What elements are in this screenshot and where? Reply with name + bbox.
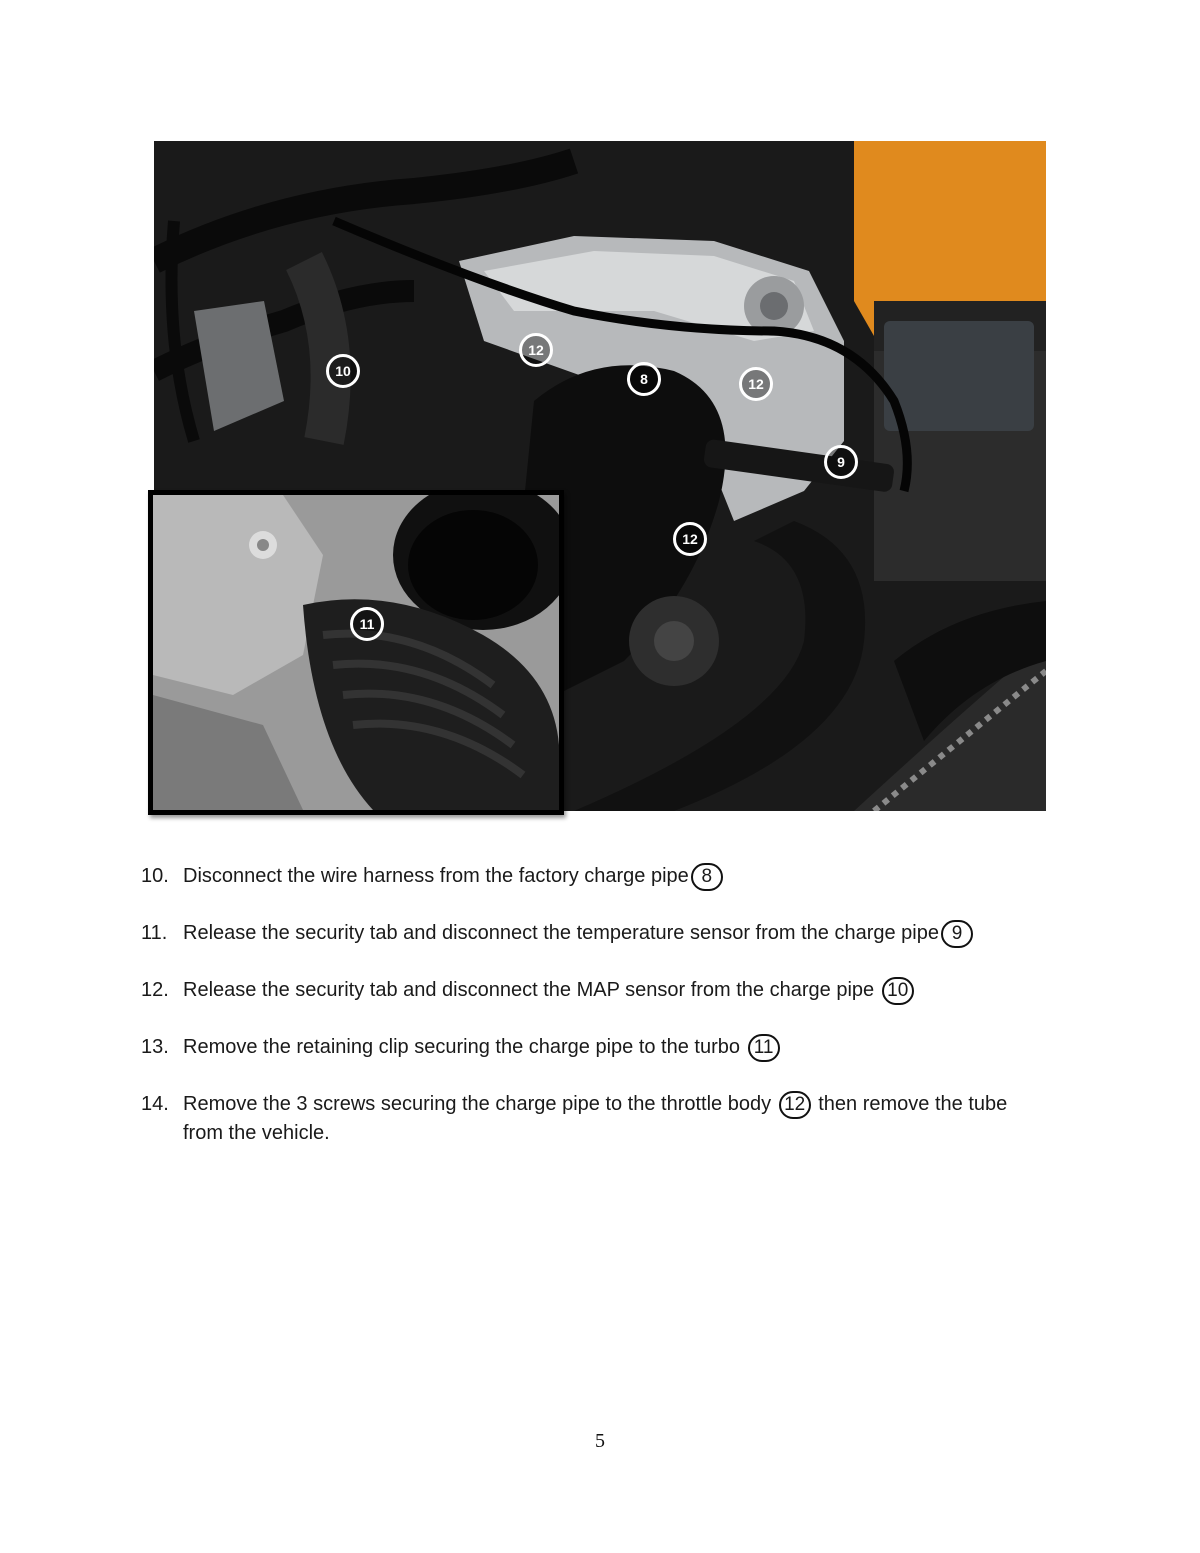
callout-12b: 12 <box>739 367 773 401</box>
callout-12a: 12 <box>519 333 553 367</box>
step-text-continued: then remove the tube from the vehicle. <box>183 1093 1008 1144</box>
callout-11: 11 <box>350 607 384 641</box>
page-number: 5 <box>595 1430 605 1452</box>
step-number: 14. <box>141 1093 169 1115</box>
callout-9: 9 <box>824 445 858 479</box>
step-text: Release the security tab and disconnect the temperature sensor from the charge pipe <box>183 922 939 944</box>
step-ref-badge: 8 <box>691 863 723 891</box>
inset-photo-turbo-clip <box>148 490 564 815</box>
step-text: Disconnect the wire harness from the factory charge pipe <box>183 865 689 887</box>
step-13 <box>141 1033 1041 1065</box>
step-11 <box>141 919 1041 951</box>
step-ref-badge: 11 <box>748 1034 780 1062</box>
step-number: 12. <box>141 979 169 1001</box>
step-number: 13. <box>141 1036 169 1058</box>
step-ref-badge: 9 <box>941 920 973 948</box>
callout-8: 8 <box>627 362 661 396</box>
callout-10: 10 <box>326 354 360 388</box>
step-number: 11. <box>141 922 168 944</box>
step-ref-badge: 10 <box>882 977 914 1005</box>
inset-illustration <box>153 495 559 810</box>
instruction-steps <box>141 862 1041 1172</box>
step-text: Release the security tab and disconnect the MAP sensor from the charge pipe <box>183 979 875 1001</box>
step-14 <box>141 1090 1041 1147</box>
step-text: Remove the retaining clip securing the charge pipe to the turbo <box>183 1036 741 1058</box>
callout-12c: 12 <box>673 522 707 556</box>
step-10 <box>141 862 1041 894</box>
step-ref-badge: 12 <box>779 1091 811 1119</box>
step-text: Remove the 3 screws securing the charge pipe to the throttle body <box>183 1093 772 1115</box>
step-number: 10. <box>141 865 169 887</box>
step-12 <box>141 976 1041 1008</box>
